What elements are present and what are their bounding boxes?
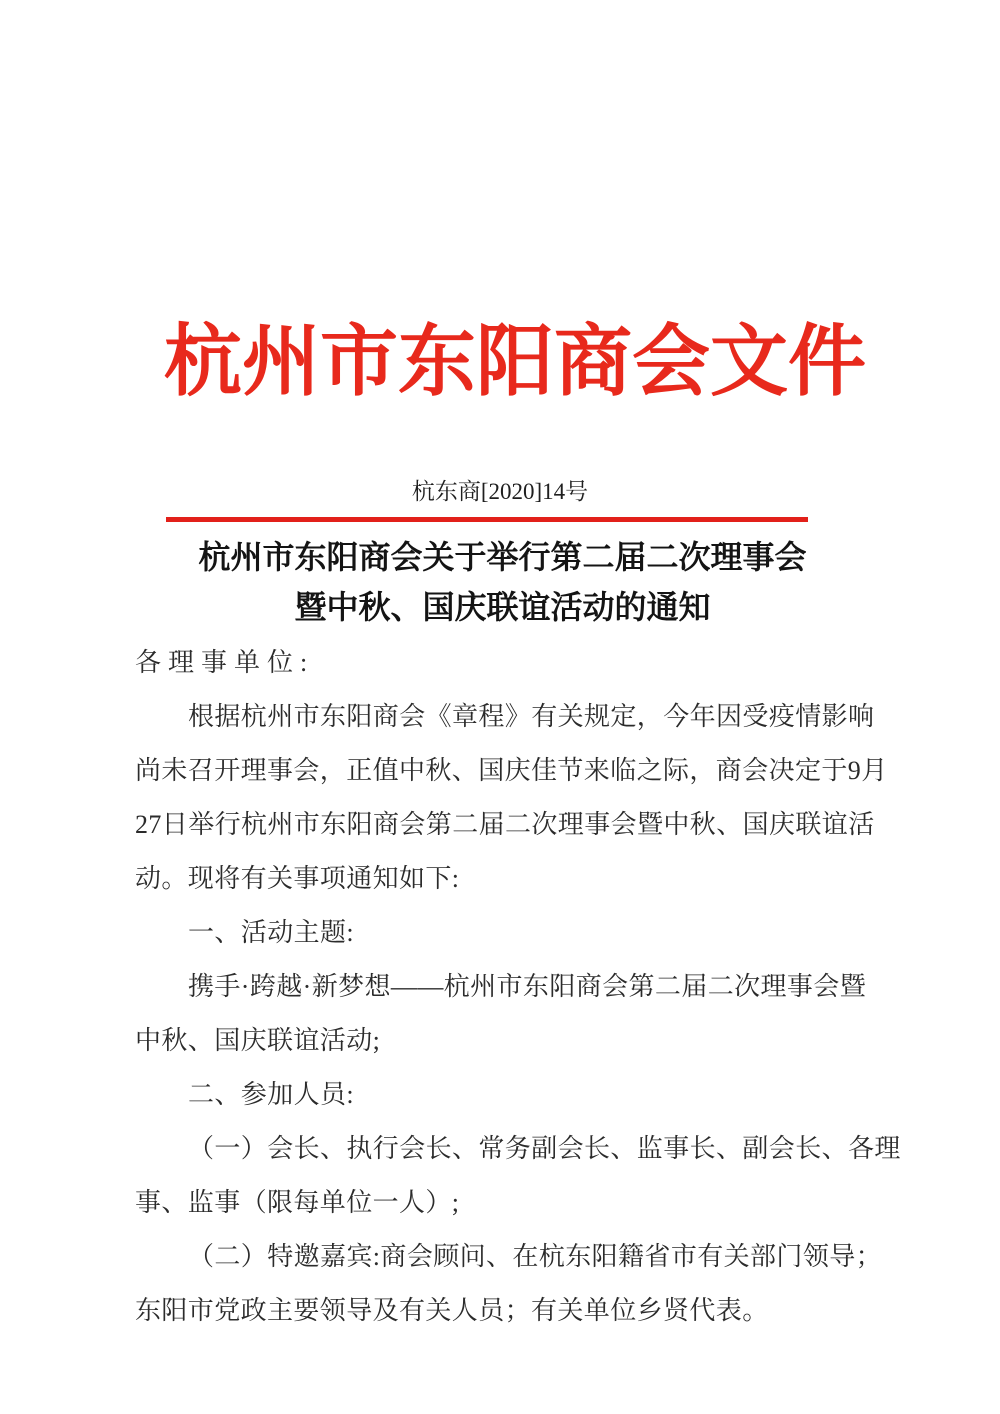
document-title: [130, 532, 875, 632]
document-body: [135, 636, 901, 1338]
section-heading-line: 二、参加人员:: [188, 1080, 355, 1109]
body-line: （一）会长、执行会长、常务副会长、监事长、副会长、各理: [188, 1134, 901, 1163]
red-divider-line: [166, 517, 808, 522]
salutation-line: 各理事单位:: [135, 648, 315, 677]
section-heading-line: 一、活动主题:: [188, 918, 355, 947]
body-line: 根据杭州市东阳商会《章程》有关规定，今年因受疫情影响: [188, 702, 875, 731]
body-line: 27日举行杭州市东阳商会第二届二次理事会暨中秋、国庆联谊活: [135, 810, 875, 839]
body-line: 动。现将有关事项通知如下:: [135, 864, 460, 893]
document-title-line1: 杭州市东阳商会关于举行第二届二次理事会: [198, 539, 807, 575]
organization-masthead: 杭州市东阳商会文件: [164, 318, 867, 405]
body-line: 尚未召开理事会，正值中秋、国庆佳节来临之际，商会决定于9月: [135, 756, 888, 785]
document-title-line2: 暨中秋、国庆联谊活动的通知: [294, 589, 711, 625]
body-line: 事、监事（限每单位一人）;: [135, 1188, 460, 1217]
body-line: 携手·跨越·新梦想——杭州市东阳商会第二届二次理事会暨: [188, 972, 867, 1001]
body-line: 东阳市党政主要领导及有关人员；有关单位乡贤代表。: [135, 1296, 769, 1325]
document-reference-number: 杭东商[2020]14号: [411, 479, 589, 504]
body-line: （二）特邀嘉宾:商会顾问、在杭东阳籍省市有关部门领导；: [188, 1242, 883, 1271]
body-line: 中秋、国庆联谊活动;: [135, 1026, 381, 1055]
